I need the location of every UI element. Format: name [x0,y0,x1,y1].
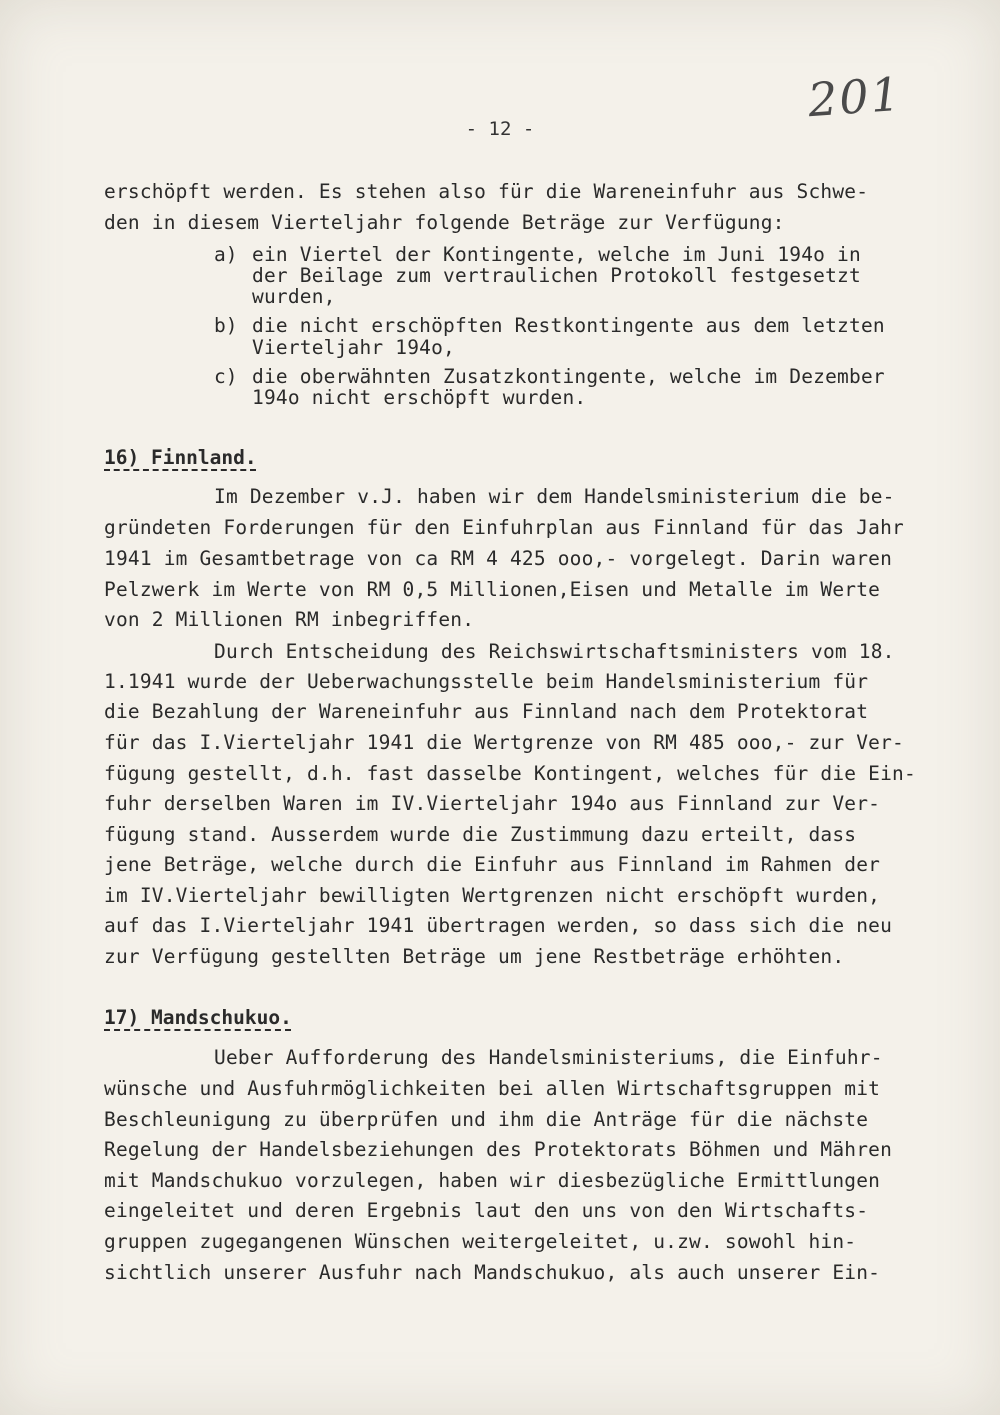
text-line: Regelung der Handelsbeziehungen des Protektorats Böhmen und Mähren [104,1138,893,1161]
list-item-line: wurden, [252,285,336,308]
text-line: 1.1941 wurde der Ueberwachungsstelle beim Handelsministerium für [104,670,869,693]
text-line: eingeleitet und deren Ergebnis laut den uns von den Wirtschafts- [104,1199,869,1222]
text-line: Ueber Aufforderung des Handelsministeriums, die Einfuhr- [214,1046,883,1069]
text-line: von 2 Millionen RM inbegriffen. [104,608,475,631]
list-item-label: c) [214,365,238,388]
text-line: den in diesem Vierteljahr folgende Beträge zur Verfügung: [104,211,785,234]
handwritten-folio-number: 201 [806,66,904,128]
text-line: auf das I.Vierteljahr 1941 übertragen werden, so dass sich die neu [104,914,893,937]
text-line: fügung gestellt, d.h. fast dasselbe Kontingent, welches für die Ein- [104,762,916,785]
text-line: sichtlich unserer Ausfuhr nach Mandschukuo, als auch unserer Ein- [104,1261,881,1284]
section-heading: 16) Finnland. [104,446,257,469]
text-line: die Bezahlung der Wareneinfuhr aus Finnland nach dem Protektorat [104,700,869,723]
section-heading: 17) Mandschukuo. [104,1006,292,1029]
text-line: mit Mandschukuo vorzulegen, haben wir diesbezügliche Ermittlungen [104,1169,881,1192]
list-item-line: die oberwähnten Zusatzkontingente, welche im Dezember [252,365,885,388]
list-item-line: ein Viertel der Kontingente, welche im Juni 194o in [252,243,861,266]
list-item-line: die nicht erschöpften Restkontingente aus dem letzten [252,314,885,337]
text-line: wünsche und Ausfuhrmöglichkeiten bei allen Wirtschaftsgruppen mit [104,1077,881,1100]
list-item-line: Vierteljahr 194o, [252,336,455,359]
text-line: Beschleunigung zu überprüfen und ihm die Anträge für die nächste [104,1108,869,1131]
list-item-line: 194o nicht erschöpft wurden. [252,386,587,409]
list-item-line: der Beilage zum vertraulichen Protokoll festgesetzt [252,264,861,287]
text-line: zur Verfügung gestellten Beträge um jene Restbeträge erhöhten. [104,945,845,968]
text-line: erschöpft werden. Es stehen also für die Wareneinfuhr aus Schwe- [104,180,869,203]
text-line: im IV.Vierteljahr bewilligten Wertgrenzen nicht erschöpft wurden, [104,884,881,907]
text-line: Pelzwerk im Werte von RM 0,5 Millionen,Eisen und Metalle im Werte [104,578,881,601]
text-line: für das I.Vierteljahr 1941 die Wertgrenze von RM 485 ooo,- zur Ver- [104,731,904,754]
text-line: Im Dezember v.J. haben wir dem Handelsministerium die be- [214,485,895,508]
text-line: gruppen zugegangenen Wünschen weitergeleitet, u.zw. sowohl hin- [104,1230,857,1253]
list-item-label: a) [214,243,238,266]
text-line: fuhr derselben Waren im IV.Vierteljahr 194o aus Finnland zur Ver- [104,792,881,815]
text-line: gründeten Forderungen für den Einfuhrplan aus Finnland für das Jahr [104,516,904,539]
text-line: fügung stand. Ausserdem wurde die Zustimmung dazu erteilt, dass [104,823,857,846]
text-line: Durch Entscheidung des Reichswirtschaftsministers vom 18. [214,640,895,663]
text-line: 1941 im Gesamtbetrage von ca RM 4 425 ooo,- vorgelegt. Darin waren [104,547,893,570]
text-line: jene Beträge, welche durch die Einfuhr aus Finnland im Rahmen der [104,853,881,876]
page-number: - 12 - [465,118,535,140]
list-item-label: b) [214,314,238,337]
